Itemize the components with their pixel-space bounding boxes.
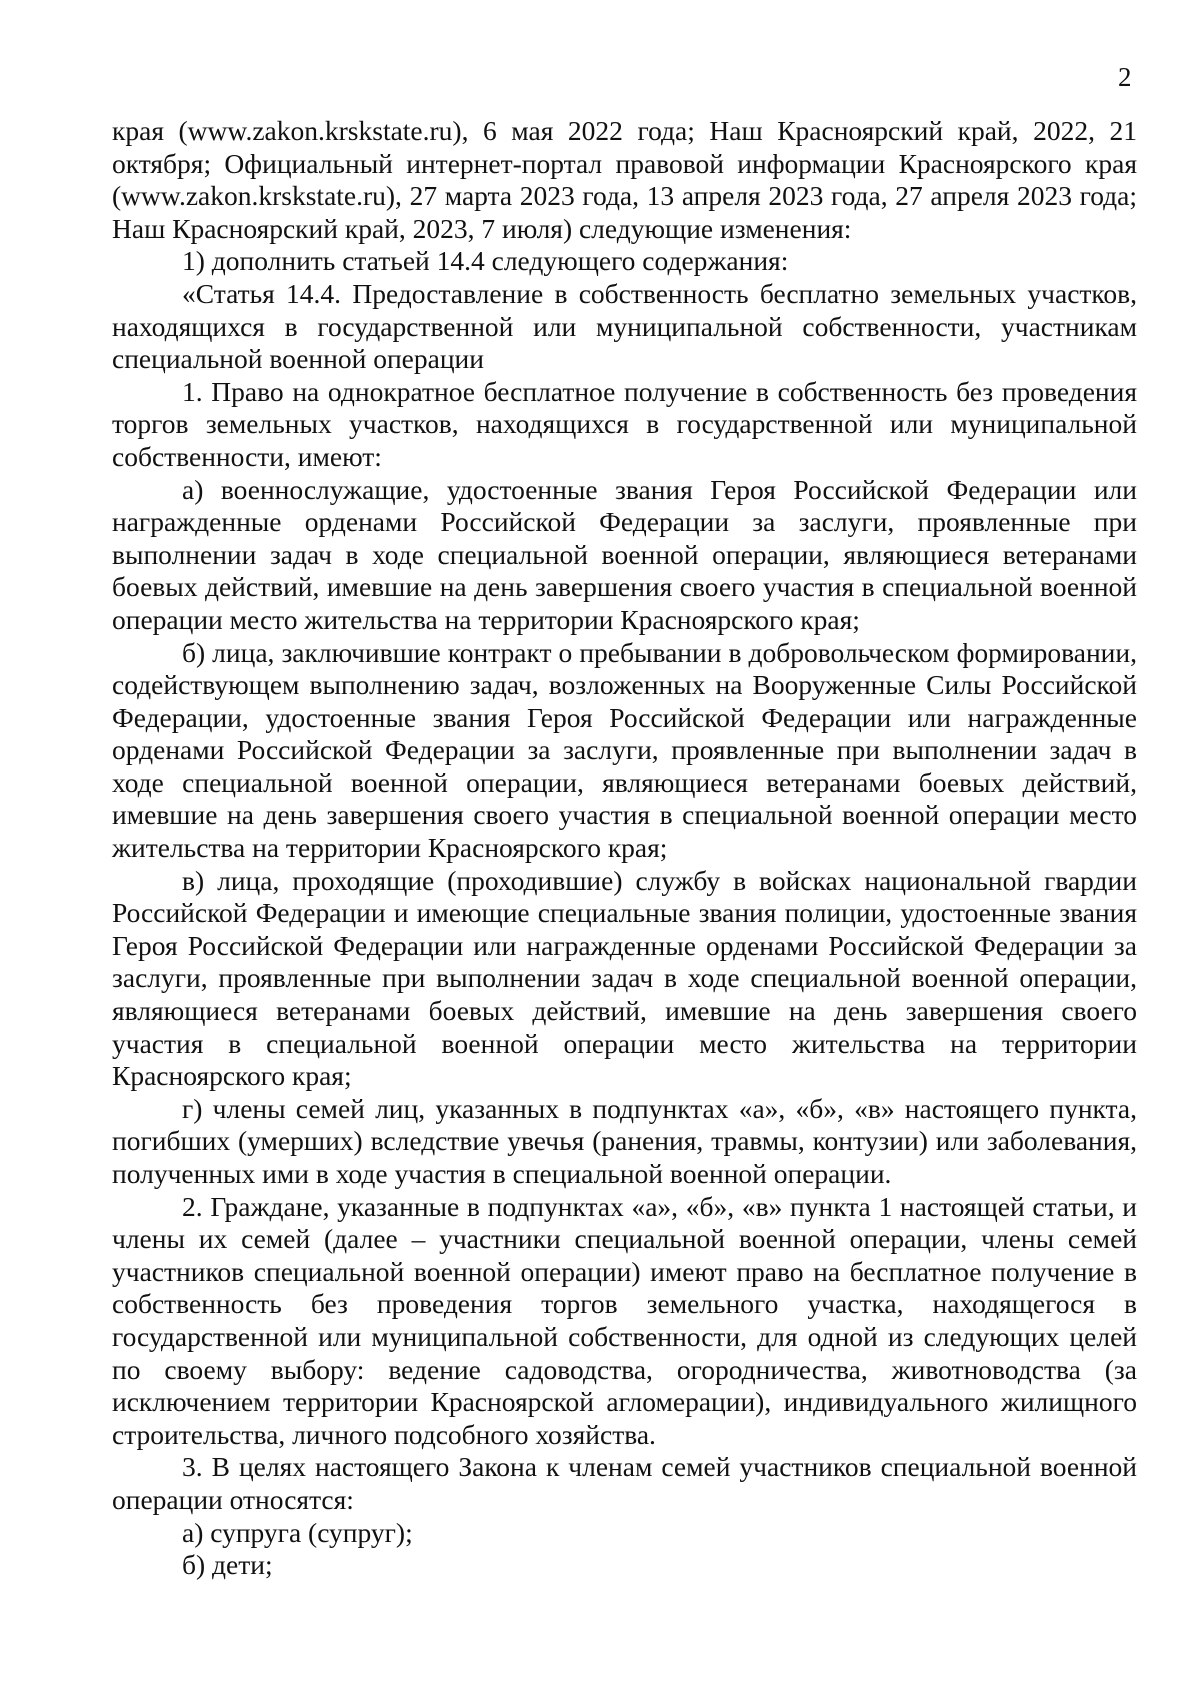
paragraph-clause-1: 1. Право на однократное бесплатное получение в собственность без проведения торгов земельных участков, находящихся в государственной или муниципальной собственности, имеют: bbox=[112, 375, 1137, 472]
document-body bbox=[112, 115, 1137, 1582]
paragraph-clause-3-b: б) дети; bbox=[182, 1549, 273, 1581]
paragraph-subclause-b: б) лица, заключившие контракт о пребывании в добровольческом формировании, содействующем выполнению задач, возложенных на Вооруженные Силы Российской Федерации, удостоенные звания Героя Российской Федерации или награжденные орденами Российской Федерации за заслуги, проявленные при выполнении задач в ходе специальной военной операции, являющиеся ветеранами боевых действий, имевшие на день завершения своего участия в специальной военной операции место жительства на территории Красноярского края; bbox=[112, 636, 1137, 864]
paragraph-clause-3-a: а) супруга (супруг); bbox=[182, 1516, 413, 1548]
paragraph-amendment-1: 1) дополнить статьей 14.4 следующего содержания: bbox=[182, 245, 789, 277]
paragraph-intro-continuation: края (www.zakon.krskstate.ru), 6 мая 2022 года; Наш Красноярский край, 2022, 21 октября; Официальный интернет-портал правовой информации Красноярского края (www.zakon.krskstate.ru), 27 марта 2023 года, 13 апреля 2023 года, 27 апреля 2023 года; Наш Красноярский край, 2023, 7 июля) следующие изменения: bbox=[112, 115, 1137, 244]
page-number: 2 bbox=[1118, 62, 1132, 92]
paragraph-subclause-v: в) лица, проходящие (проходившие) службу в войсках национальной гвардии Российской Федерации и имеющие специальные звания полиции, удостоенные звания Героя Российской Федерации или награжденные орденами Российской Федерации за заслуги, проявленные при выполнении задач в ходе специальной военной операции, являющиеся ветеранами боевых действий, имевшие на день завершения своего участия в специальной военной операции место жительства на территории Красноярского края; bbox=[112, 864, 1137, 1092]
paragraph-subclause-a: а) военнослужащие, удостоенные звания Героя Российской Федерации или награжденные орденами Российской Федерации за заслуги, проявленные при выполнении задач в ходе специальной военной операции, являющиеся ветеранами боевых действий, имевшие на день завершения своего участия в специальной военной операции место жительства на территории Красноярского края; bbox=[112, 473, 1137, 635]
paragraph-clause-2: 2. Граждане, указанные в подпунктах «а», «б», «в» пункта 1 настоящей статьи, и члены их семей (далее – участники специальной военной операции, члены семей участников специальной военной операции) имеют право на бесплатное получение в собственность без проведения торгов земельного участка, находящегося в государственной или муниципальной собственности, для одной из следующих целей по своему выбору: ведение садоводства, огородничества, животноводства (за исключением территории Красноярской агломерации), индивидуального жилищного строительства, личного подсобного хозяйства. bbox=[112, 1190, 1137, 1450]
article-heading: «Статья 14.4. Предоставление в собственность бесплатно земельных участков, находящихся в государственной или муниципальной собственности, участникам специальной военной операции bbox=[112, 277, 1137, 375]
paragraph-subclause-g: г) члены семей лиц, указанных в подпунктах «а», «б», «в» настоящего пункта, погибших (умерших) вследствие увечья (ранения, травмы, контузии) или заболевания, полученных ими в ходе участия в специальной военной операции. bbox=[112, 1092, 1137, 1189]
paragraph-clause-3: 3. В целях настоящего Закона к членам семей участников специальной военной операции относятся: bbox=[112, 1451, 1137, 1515]
